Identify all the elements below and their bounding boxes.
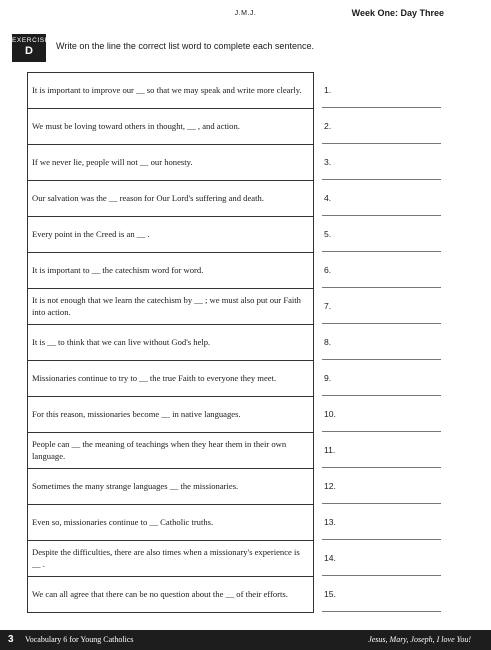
sentence-row	[28, 289, 313, 325]
answer-line-item	[322, 288, 441, 324]
answer-line-item	[322, 72, 441, 108]
sentence-row	[28, 325, 313, 361]
answer-number: 7.	[324, 301, 332, 311]
sentence-text: We must be loving toward others in thought, __ , and action.	[32, 120, 240, 131]
answer-line-item	[322, 396, 441, 432]
jmj-mark: J.M.J.	[234, 10, 257, 17]
page-number: 3	[8, 634, 14, 645]
sentence-text: It is __ to think that we can live without God's help.	[32, 336, 211, 347]
answer-line-item	[322, 504, 441, 540]
answer-number: 8.	[324, 337, 332, 347]
answer-blank-line[interactable]	[322, 611, 441, 612]
answer-number: 11.	[324, 445, 336, 455]
answer-number: 6.	[324, 265, 332, 275]
sentence-text: Sometimes the many strange languages __ the missionaries.	[32, 480, 239, 491]
sentence-text: If we never lie, people will not __ our honesty.	[32, 156, 193, 167]
answer-number: 14.	[324, 553, 336, 563]
answer-number: 5.	[324, 229, 332, 239]
answer-line-item	[322, 144, 441, 180]
sentence-text: Every point in the Creed is an __ .	[32, 228, 150, 239]
answer-line-item	[322, 576, 441, 612]
answer-line-item	[322, 108, 441, 144]
sentence-row	[28, 433, 313, 469]
sentence-row	[28, 145, 313, 181]
exercise-instructions: Write on the line the correct list word to complete each sentence.	[56, 41, 314, 51]
sentence-row	[28, 505, 313, 541]
exercise-label: EXERCISE	[12, 37, 50, 44]
sentence-row	[28, 397, 313, 433]
sentence-text: Even so, missionaries continue to __ Catholic truths.	[32, 516, 214, 527]
footer-bar	[0, 630, 491, 650]
sentence-text: It is not enough that we learn the catechism by __ ; we must also put our Faith into action.	[32, 295, 301, 317]
sentence-row	[28, 109, 313, 145]
sentence-text: Despite the difficulties, there are also times when a missionary's experience is __ .	[32, 547, 300, 569]
answer-number: 3.	[324, 157, 332, 167]
answer-number: 12.	[324, 481, 336, 491]
answer-line-item	[322, 216, 441, 252]
answer-line-item	[322, 468, 441, 504]
sentence-text: It is important to improve our __ so that we may speak and write more clearly.	[32, 84, 302, 95]
sentence-row	[28, 469, 313, 505]
sentence-text: It is important to __ the catechism word for word.	[32, 264, 204, 275]
sentence-text: We can all agree that there can be no question about the __ of their efforts.	[32, 589, 288, 600]
answer-number: 15.	[324, 589, 336, 599]
answer-line-item	[322, 432, 441, 468]
answer-line-item	[322, 540, 441, 576]
sentence-row	[28, 253, 313, 289]
sentence-text: Missionaries continue to try to __ the true Faith to everyone they meet.	[32, 372, 277, 383]
answer-number: 1.	[324, 85, 332, 95]
answer-number: 13.	[324, 517, 336, 527]
sentence-row	[28, 217, 313, 253]
sentence-row	[28, 577, 313, 613]
sentence-row	[28, 361, 313, 397]
answer-line-item	[322, 180, 441, 216]
answer-line-item	[322, 252, 441, 288]
answer-number: 4.	[324, 193, 332, 203]
answer-line-item	[322, 360, 441, 396]
answer-number: 9.	[324, 373, 332, 383]
sentence-text: People can __ the meaning of teachings when they hear them in their own language.	[32, 439, 287, 461]
exercise-badge	[12, 34, 50, 62]
exercise-letter: D	[25, 45, 33, 57]
book-title: Vocabulary 6 for Young Catholics	[25, 635, 134, 644]
sentence-table	[27, 72, 314, 613]
week-day-heading: Week One: Day Three	[351, 8, 444, 18]
answer-line-item	[322, 324, 441, 360]
sentence-text: Our salvation was the __ reason for Our Lord's suffering and death.	[32, 192, 264, 203]
sentence-row	[28, 541, 313, 577]
answer-number: 2.	[324, 121, 332, 131]
answer-number: 10.	[324, 409, 336, 419]
sentence-row	[28, 181, 313, 217]
sentence-row	[28, 73, 313, 109]
footer-motto: Jesus, Mary, Joseph, I love You!	[368, 635, 471, 644]
sentence-text: For this reason, missionaries become __ in native languages.	[32, 408, 241, 419]
